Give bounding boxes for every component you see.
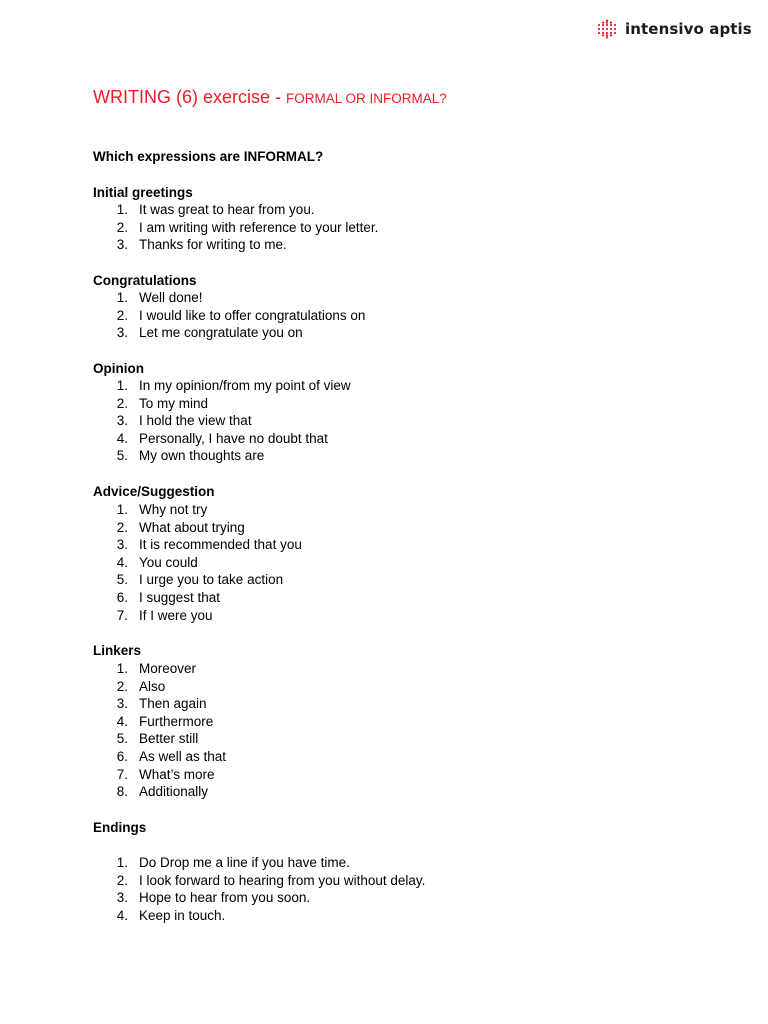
item-number: 4. xyxy=(116,430,128,446)
item-text: Personally, I have no doubt that xyxy=(139,430,328,446)
item-number: 3. xyxy=(116,237,128,253)
item-number: 5. xyxy=(116,448,128,464)
item-number: 5. xyxy=(116,731,128,747)
exercise-question: Which expressions are INFORMAL? xyxy=(93,149,324,164)
item-number: 1. xyxy=(116,290,128,305)
item-number: 1. xyxy=(116,855,128,870)
item-text: Well done! xyxy=(139,290,203,305)
item-number: 3. xyxy=(116,413,128,429)
item-text: You could xyxy=(139,554,198,570)
item-number: 2. xyxy=(116,678,128,694)
item-text: It was great to hear from you. xyxy=(139,202,315,217)
item-number: 2. xyxy=(116,307,128,323)
item-number: 4. xyxy=(116,713,128,729)
brand-logo xyxy=(597,19,752,39)
title-subtitle: FORMAL OR INFORMAL? xyxy=(286,91,447,106)
item-text: I suggest that xyxy=(139,589,221,605)
item-text: Do Drop me a line if you have time. xyxy=(139,855,350,870)
section-heading-opinion: Opinion xyxy=(93,361,144,376)
item-number: 1. xyxy=(116,378,128,393)
item-number: 1. xyxy=(116,202,128,217)
dot-grid-icon xyxy=(597,19,617,39)
item-text: In my opinion/from my point of view xyxy=(139,378,351,393)
item-number: 3. xyxy=(116,696,128,712)
item-text: What’s more xyxy=(139,766,215,782)
item-number: 6. xyxy=(116,748,128,764)
item-number: 3. xyxy=(116,537,128,553)
page-title xyxy=(93,86,447,110)
item-text: I urge you to take action xyxy=(139,572,284,588)
item-text: Let me congratulate you on xyxy=(139,325,303,341)
item-number: 4. xyxy=(116,907,128,923)
item-text: As well as that xyxy=(139,748,227,764)
brand-name: intensivo aptis xyxy=(625,20,752,38)
item-number: 2. xyxy=(116,219,128,235)
item-number: 7. xyxy=(116,607,128,623)
item-text: Why not try xyxy=(139,502,208,517)
item-number: 8. xyxy=(116,784,128,800)
item-number: 3. xyxy=(116,325,128,341)
item-text: I look forward to hearing from you without delay. xyxy=(139,872,426,888)
item-text: Thanks for writing to me. xyxy=(139,237,287,253)
item-number: 5. xyxy=(116,572,128,588)
item-number: 2. xyxy=(116,395,128,411)
title-main: WRITING (6) exercise - xyxy=(93,87,287,107)
item-text: Hope to hear from you soon. xyxy=(139,890,311,906)
item-text: It is recommended that you xyxy=(139,537,302,553)
item-text: What about trying xyxy=(139,519,245,535)
item-number: 7. xyxy=(116,766,128,782)
item-number: 1. xyxy=(116,661,128,676)
item-text: Then again xyxy=(139,696,207,712)
item-number: 2. xyxy=(116,872,128,888)
item-number: 2. xyxy=(116,519,128,535)
section-heading-endings: Endings xyxy=(93,820,147,835)
section-heading-initial-greetings: Initial greetings xyxy=(93,185,193,200)
item-text: Furthermore xyxy=(139,713,214,729)
item-text: I hold the view that xyxy=(139,413,252,429)
section-heading-congratulations: Congratulations xyxy=(93,273,197,288)
section-heading-advice-suggestion: Advice/Suggestion xyxy=(93,484,215,499)
item-number: 3. xyxy=(116,890,128,906)
item-text: Better still xyxy=(139,731,199,747)
item-text: If I were you xyxy=(139,607,213,623)
item-text: I would like to offer congratulations on xyxy=(139,307,366,323)
item-number: 1. xyxy=(116,502,128,517)
item-text: Moreover xyxy=(139,661,197,676)
section-heading-linkers: Linkers xyxy=(93,643,142,658)
item-text: Also xyxy=(139,678,166,694)
item-text: Keep in touch. xyxy=(139,907,226,923)
item-text: To my mind xyxy=(139,395,209,411)
item-number: 4. xyxy=(116,554,128,570)
item-text: I am writing with reference to your letter. xyxy=(139,219,379,235)
item-text: Additionally xyxy=(139,784,209,800)
item-text: My own thoughts are xyxy=(139,448,265,464)
item-number: 6. xyxy=(116,589,128,605)
